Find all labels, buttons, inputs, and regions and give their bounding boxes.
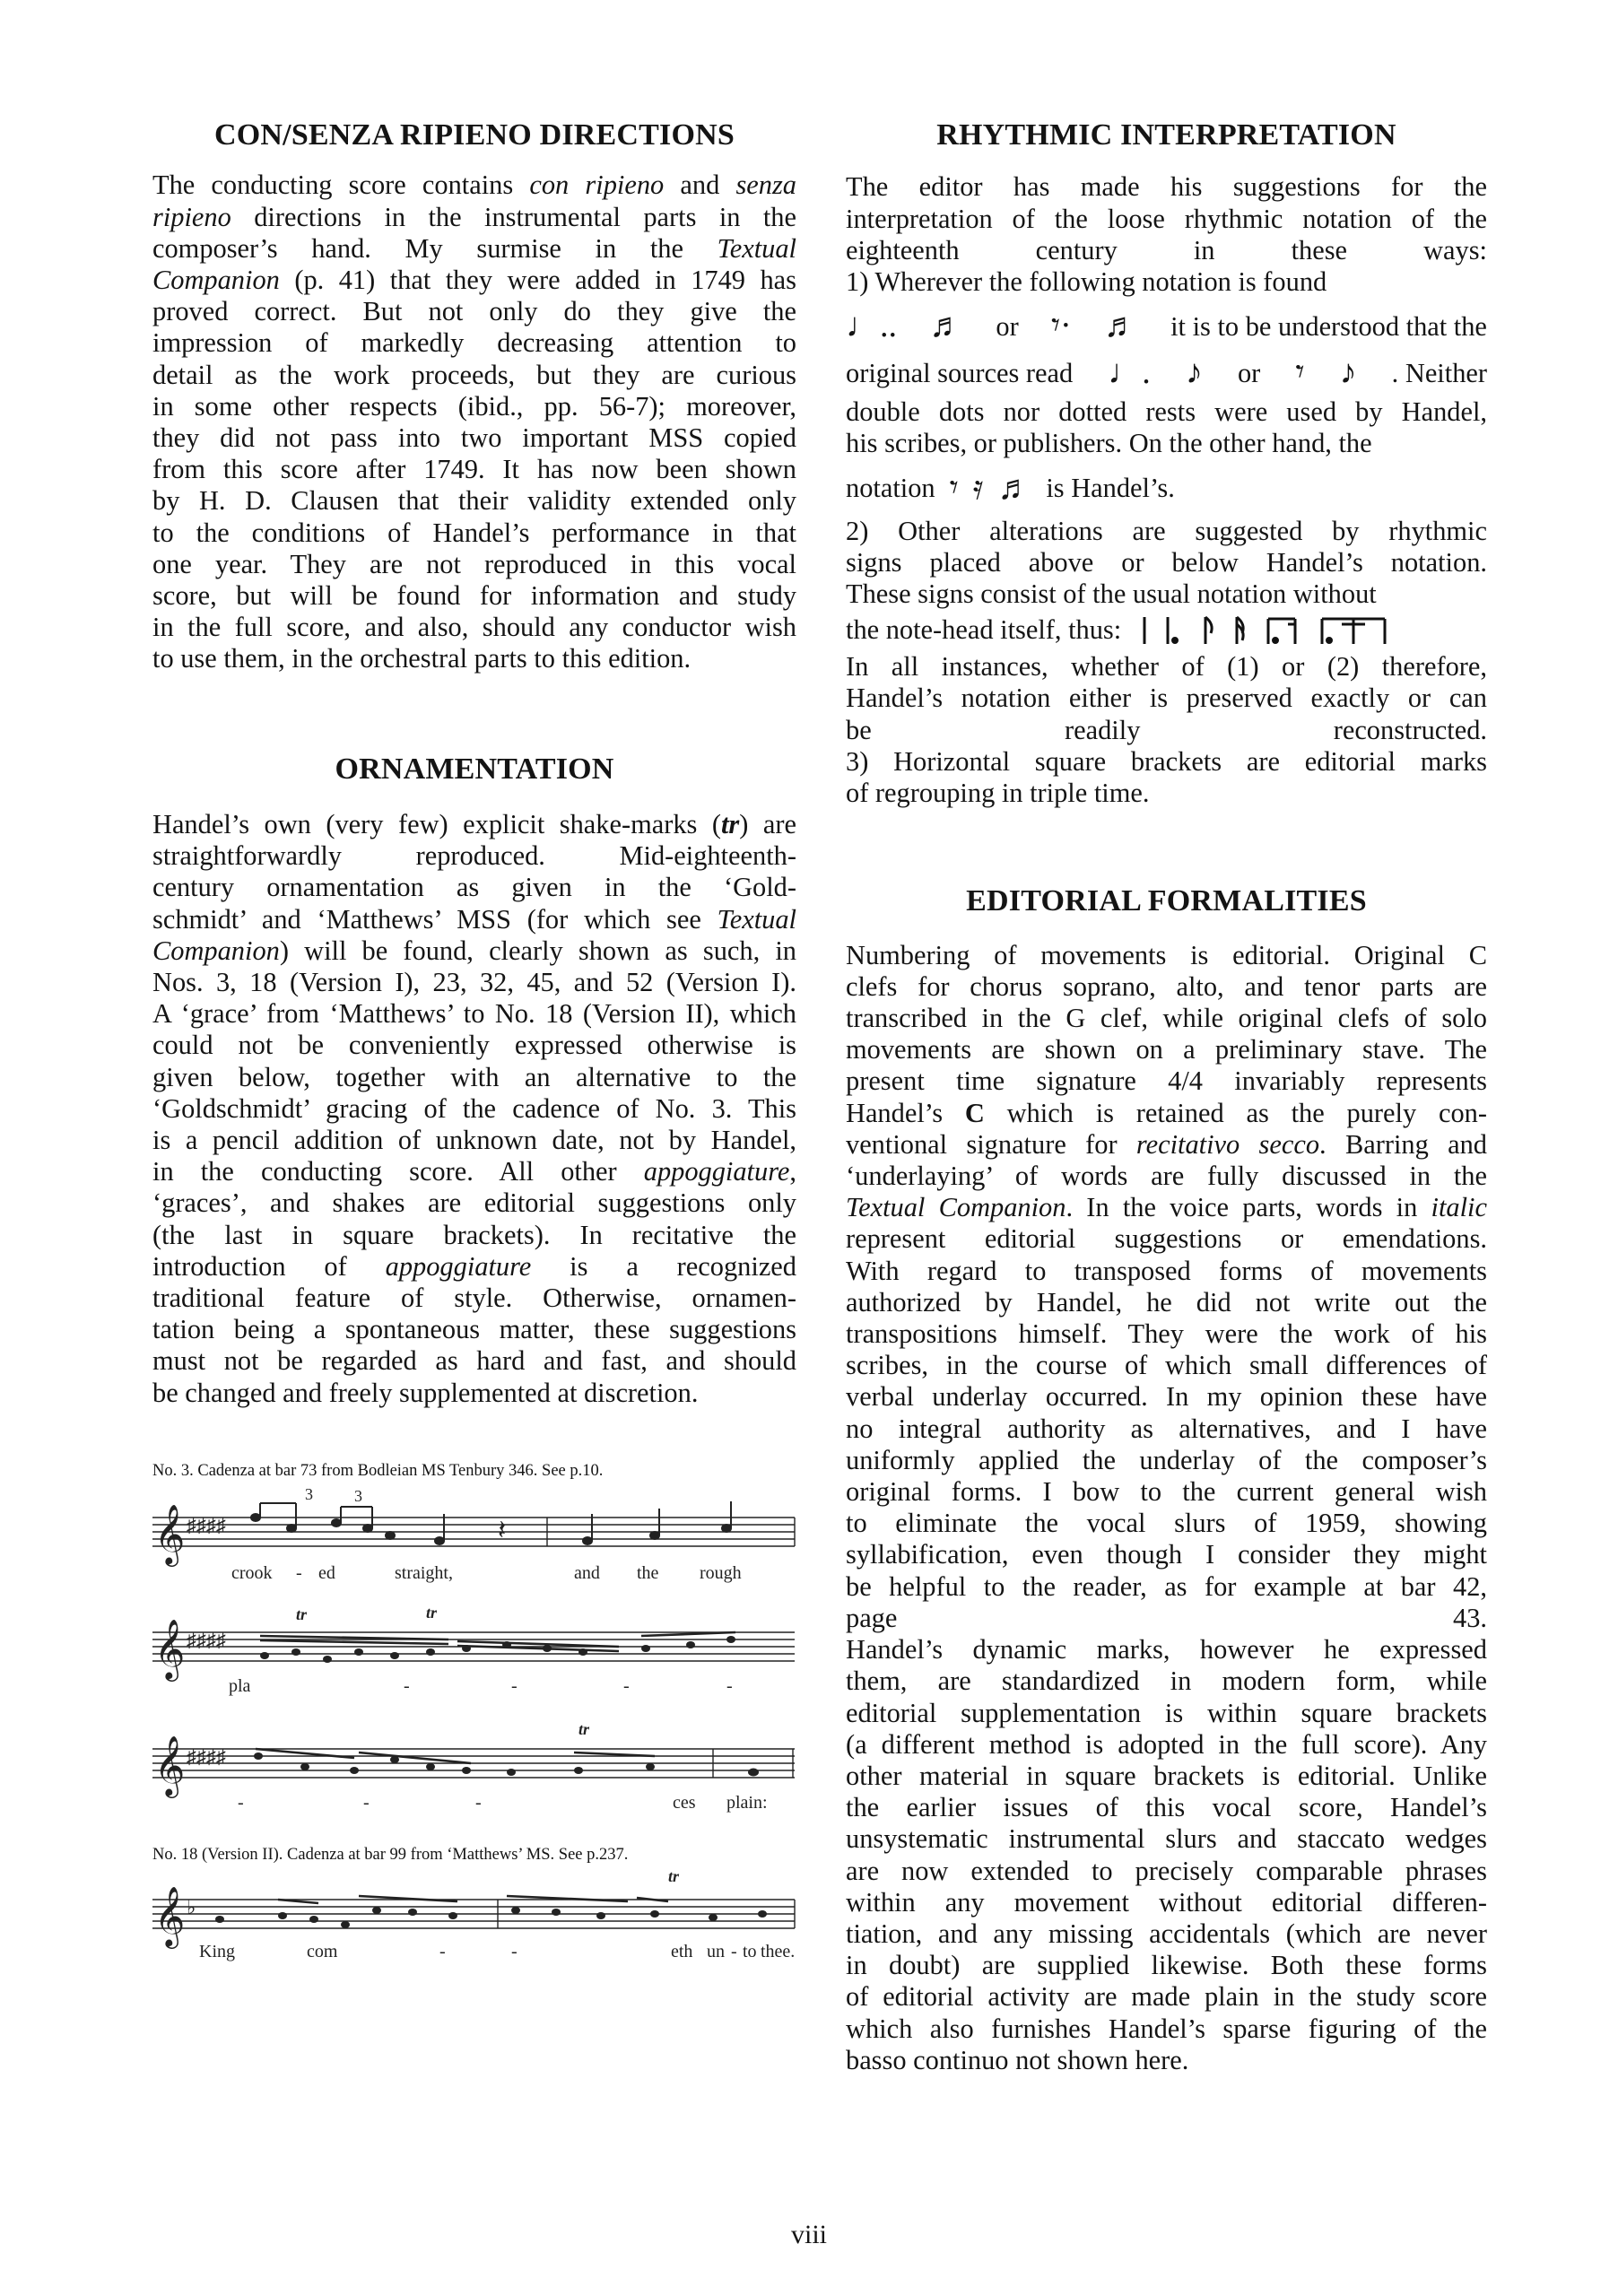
example-1-staff-1: [152, 1482, 796, 1587]
left-column: [152, 118, 796, 1964]
stem-signs-icon: [1134, 613, 1403, 646]
text-line: impression of markedly decreasing attention to: [152, 327, 796, 359]
lyric-syllable: -: [238, 1792, 244, 1813]
text-line: in some other respects (ibid., pp. 56-7); moreover,: [152, 390, 796, 422]
text-line: transcribed in the G clef, while original clefs of solo: [846, 1003, 1487, 1034]
rhythm-example-notation: [846, 460, 1487, 505]
text-line: are now extended to precisely comparable phrases: [846, 1855, 1487, 1886]
trill-mark: tr: [296, 1605, 308, 1623]
text-line: one year. They are not reproduced in this vocal: [152, 548, 796, 579]
dotted-rest-icon: 𝄾·: [1050, 307, 1072, 345]
text-line: uniformly applied the underlay of the composer’s: [846, 1444, 1487, 1475]
text-line: his scribes, or publishers. On the other hand, the: [846, 428, 1372, 459]
text-line: These signs consist of the usual notation without: [846, 578, 1377, 610]
text-line: Textual Companion. In the voice parts, words in italic: [846, 1192, 1487, 1223]
lyric-syllable: com: [307, 1941, 338, 1961]
text-line: Companion (p. 41) that they were added in 1749 has: [152, 265, 796, 295]
treble-clef-icon: 𝄞: [154, 1619, 186, 1678]
rhythm-example-found: [846, 298, 1487, 343]
body-lines: [846, 651, 1487, 809]
heading-rhythmic-interpretation: RHYTHMIC INTERPRETATION: [936, 118, 1396, 152]
text-line: scribes, in the course of which small differences of: [846, 1350, 1487, 1381]
text-line: composer’s hand. My surmise in the Textual: [152, 232, 796, 264]
text-line: basso continuo not shown here.: [846, 2044, 1189, 2075]
quaver-icon: ♪: [1339, 353, 1357, 392]
page-number: viii: [790, 2220, 827, 2249]
text-line: them, are standardized in modern form, while: [846, 1665, 1487, 1697]
text-line: A ‘grace’ from ‘Matthews’ to No. 18 (Version II), which: [152, 998, 796, 1030]
music-example-1: [152, 1460, 796, 1817]
text-line: The conducting score contains con ripieno and senza: [152, 170, 796, 201]
example-2-staff: [152, 1866, 796, 1964]
text-note-head: the note-head itself, thus:: [846, 614, 1122, 646]
text-or: or: [1237, 358, 1261, 388]
text-line: Nos. 3, 18 (Version I), 23, 32, 45, and 52 (Version I).: [152, 967, 796, 998]
music-example-2: [152, 1844, 796, 1964]
text-line: page 43.: [846, 1602, 1487, 1633]
text-line: could not be conveniently expressed otherwise is: [152, 1030, 796, 1061]
lyrics-row: [229, 1676, 733, 1696]
text-line: transpositions himself. They were the work of his: [846, 1318, 1487, 1350]
lyric-syllable: -: [475, 1792, 482, 1813]
editorial-body: [846, 940, 1487, 2076]
text-line: The editor has made his suggestions for the: [846, 171, 1487, 203]
con-senza-ripieno-body: [152, 170, 796, 674]
text-line: In all instances, whether of (1) or (2) therefore,: [846, 651, 1487, 683]
body-lines: [152, 170, 796, 674]
example-1-staff-2: [152, 1600, 796, 1699]
lyric-syllable: -: [726, 1675, 733, 1696]
lyrics-row: [199, 1942, 795, 1961]
text-line: ‘underlaying’ of words are fully discussed in the: [846, 1161, 1487, 1192]
lyric-syllable: pla: [229, 1675, 251, 1696]
text-line: by H. D. Clausen that their validity extended only: [152, 485, 796, 517]
rhythmic-body: [846, 171, 1487, 809]
text-line: ‘graces’, and shakes are editorial suggestions only: [152, 1187, 796, 1219]
rest-icon: 𝄾: [949, 468, 959, 507]
lyric-syllable: ces: [673, 1792, 696, 1813]
key-signature-sharps: ♯♯♯♯: [187, 1744, 226, 1768]
text-line: Handel’s C which is retained as the purely con-: [846, 1097, 1487, 1128]
lyric-syllable: crook: [231, 1562, 273, 1583]
text-line: (the last in square brackets). In recitative the: [152, 1219, 796, 1250]
lyric-syllable: -: [404, 1675, 410, 1696]
text-line: Handel’s own (very few) explicit shake-marks (tr) are: [152, 809, 796, 840]
text-line: from this score after 1749. It has now been shown: [152, 454, 796, 485]
text-line: proved correct. But not only do they give the: [152, 296, 796, 327]
tuplet-3: 3: [305, 1484, 313, 1503]
text-line: clefs for chorus soprano, alto, and tenor parts are: [846, 970, 1487, 1002]
trill-mark: tr: [578, 1719, 590, 1738]
body-lines: [152, 809, 796, 1409]
text-line: 1) Wherever the following notation is found: [846, 266, 1327, 297]
heading-con-senza-ripieno: CON/SENZA RIPIENO DIRECTIONS: [214, 118, 735, 152]
text-line: century ornamentation as given in the ‘Gold-: [152, 872, 796, 903]
text-line: Companion) will be found, clearly shown as such, in: [152, 935, 796, 966]
key-signature-flat: ♭: [187, 1895, 196, 1918]
text-line: within any movement without editorial differen-: [846, 1886, 1487, 1918]
text-line: tation being a spontaneous matter, these suggestions: [152, 1314, 796, 1345]
text-line: double dots nor dotted rests were used by Handel,: [846, 396, 1487, 428]
text-line: other material in square brackets is editorial. Unlike: [846, 1760, 1487, 1791]
lyric-syllable: and: [574, 1562, 600, 1583]
semiquaver-icon: ♬: [997, 468, 1032, 507]
text-line: signs placed above or below Handel’s notation.: [846, 546, 1487, 578]
text-line: to the conditions of Handel’s performance in that: [152, 517, 796, 548]
tuplet-3: 3: [354, 1486, 362, 1505]
text-line: straightforwardly reproduced. Mid-eighteenth-: [152, 840, 796, 872]
body-lines: [846, 396, 1487, 459]
lyrics-row: [238, 1793, 768, 1813]
lyric-syllable: rough: [700, 1562, 742, 1583]
key-signature-sharps: ♯♯♯♯: [187, 1513, 226, 1536]
example-1-staff-3: [152, 1713, 796, 1817]
lyric-syllable: un: [707, 1941, 725, 1961]
text-is-handels: is Handel’s.: [1046, 473, 1175, 504]
lyric-syllable: to: [743, 1941, 757, 1961]
right-column: [846, 118, 1487, 2076]
heading-editorial-formalities: EDITORIAL FORMALITIES: [966, 884, 1367, 918]
lyric-syllable: -: [731, 1941, 737, 1961]
text-line: no integral authority as alternatives, and I have: [846, 1413, 1487, 1444]
text-line: original forms. I bow to the current general wish: [846, 1476, 1487, 1508]
treble-clef-icon: 𝄞: [154, 1504, 186, 1563]
lyric-syllable: thee.: [761, 1941, 796, 1961]
body-lines: [846, 171, 1487, 298]
lyric-syllable: -: [296, 1562, 302, 1583]
treble-clef-icon: 𝄞: [154, 1886, 186, 1945]
text-line: unsystematic instrumental slurs and staccato wedges: [846, 1823, 1487, 1855]
text-line: present time signature 4/4 invariably represents: [846, 1065, 1487, 1097]
body-lines: [846, 516, 1487, 611]
text-line: of editorial activity are made plain in the study score: [846, 1981, 1487, 2013]
text-line: in the full score, and also, should any conductor wish: [152, 612, 796, 643]
lyric-syllable: eth: [671, 1941, 693, 1961]
semiquaver-icon: ♬: [1103, 307, 1138, 345]
text-line: given below, together with an alternative to the: [152, 1061, 796, 1092]
text-line: represent editorial suggestions or emendations.: [846, 1223, 1487, 1255]
text-line: traditional feature of style. Otherwise, ornamen-: [152, 1283, 796, 1314]
text-line: Numbering of movements is editorial. Original C: [846, 939, 1487, 970]
text-line: 2) Other alterations are suggested by rhythmic: [846, 515, 1487, 546]
text-line: be readily reconstructed.: [846, 714, 1487, 745]
text-line: editorial supplementation is within square brackets: [846, 1697, 1487, 1728]
text-understood: it is to be understood that the: [1170, 311, 1487, 342]
text-line: to use them, in the orchestral parts to this edition.: [152, 643, 692, 674]
text-line: be changed and freely supplemented at discretion.: [152, 1377, 699, 1408]
text-line: to eliminate the vocal slurs of 1959, showing: [846, 1508, 1487, 1539]
text-line: Handel’s notation either is preserved exactly or can: [846, 683, 1487, 714]
rhythm-example-original: [846, 343, 1487, 392]
text-line: introduction of appoggiature is a recognized: [152, 1250, 796, 1282]
text-line: is a pencil addition of unknown date, not by Handel,: [152, 1125, 796, 1156]
text-line: detail as the work proceeds, but they are curious: [152, 359, 796, 390]
ornamentation-body: [152, 809, 796, 1409]
text-line: ripieno directions in the instrumental parts in the: [152, 201, 796, 232]
text-line: (a different method is adopted in the full score). Any: [846, 1728, 1487, 1760]
text-line: they did not pass into two important MSS copied: [152, 422, 796, 454]
text-line: must not be regarded as hard and fast, and should: [152, 1345, 796, 1377]
example-2-caption: No. 18 (Version II). Cadenza at bar 99 from ‘Matthews’ MS. See p.237.: [152, 1845, 629, 1864]
trill-mark: tr: [668, 1866, 680, 1885]
dotted-note-icon: ♩.: [1108, 353, 1151, 392]
text-line: verbal underlay occurred. In my opinion these have: [846, 1381, 1487, 1413]
rhythm-example-stems: [846, 610, 1487, 646]
text-original-sources: original sources read: [846, 358, 1074, 388]
trill-mark: tr: [426, 1603, 438, 1622]
lyrics-row: [231, 1563, 742, 1583]
lyric-syllable: -: [511, 1941, 518, 1961]
text-line: ‘Goldschmidt’ gracing of the cadence of No. 3. This: [152, 1092, 796, 1124]
text-line: eighteenth century in these ways:: [846, 234, 1487, 265]
text-line: the earlier issues of this vocal score, Handel’s: [846, 1792, 1487, 1823]
text-or: or: [996, 311, 1019, 342]
heading-ornamentation: ORNAMENTATION: [335, 752, 614, 786]
text-line: syllabification, even though I consider they might: [846, 1539, 1487, 1570]
text-line: tiation, and any missing accidentals (which are never: [846, 1918, 1487, 1949]
lyric-syllable: straight,: [395, 1562, 453, 1583]
treble-clef-icon: 𝄞: [154, 1735, 186, 1795]
rest-icon: 𝄾: [1295, 353, 1305, 392]
semiquaver-rest-icon: 𝄿: [972, 468, 984, 507]
body-lines: [846, 940, 1487, 2076]
text-line: score, but will be found for information and study: [152, 580, 796, 612]
lyric-syllable: plain:: [726, 1792, 768, 1813]
semiquaver-icon: ♬: [929, 307, 964, 345]
double-dotted-note-icon: ♩..: [846, 307, 897, 345]
example-1-caption: No. 3. Cadenza at bar 73 from Bodleian MS Tenbury 346. See p.10.: [152, 1461, 604, 1480]
lyric-syllable: -: [511, 1675, 518, 1696]
text-line: in doubt) are supplied likewise. Both these forms: [846, 1950, 1487, 1981]
lyric-syllable: -: [439, 1941, 446, 1961]
lyric-syllable: -: [623, 1675, 630, 1696]
text-line: Handel’s dynamic marks, however he expressed: [846, 1634, 1487, 1665]
text-line: of regrouping in triple time.: [846, 778, 1150, 809]
lyric-syllable: -: [363, 1792, 370, 1813]
text-line: in the conducting score. All other appoggiature,: [152, 1156, 796, 1187]
text-line: ventional signature for recitativo secco. Barring and: [846, 1128, 1487, 1160]
lyric-syllable: the: [637, 1562, 659, 1583]
key-signature-sharps: ♯♯♯♯: [187, 1628, 226, 1651]
text-neither: . Neither: [1391, 358, 1487, 388]
text-line: which also furnishes Handel’s sparse figuring of the: [846, 2013, 1487, 2044]
text-line: movements are shown on a preliminary stave. The: [846, 1034, 1487, 1065]
text-line: interpretation of the loose rhythmic notation of the: [846, 203, 1487, 234]
rest-icon: 𝄽: [498, 1515, 507, 1545]
text-line: With regard to transposed forms of movements: [846, 1255, 1487, 1286]
text-line: authorized by Handel, he did not write out the: [846, 1286, 1487, 1318]
text-line: be helpful to the reader, as for example at bar 42,: [846, 1570, 1487, 1602]
text-line: 3) Horizontal square brackets are editorial marks: [846, 745, 1487, 777]
text-notation: notation: [846, 473, 935, 504]
quaver-icon: ♪: [1185, 353, 1203, 392]
lyric-syllable: ed: [318, 1562, 335, 1583]
lyric-syllable: King: [199, 1941, 235, 1961]
text-line: schmidt’ and ‘Matthews’ MSS (for which see Textual: [152, 903, 796, 935]
